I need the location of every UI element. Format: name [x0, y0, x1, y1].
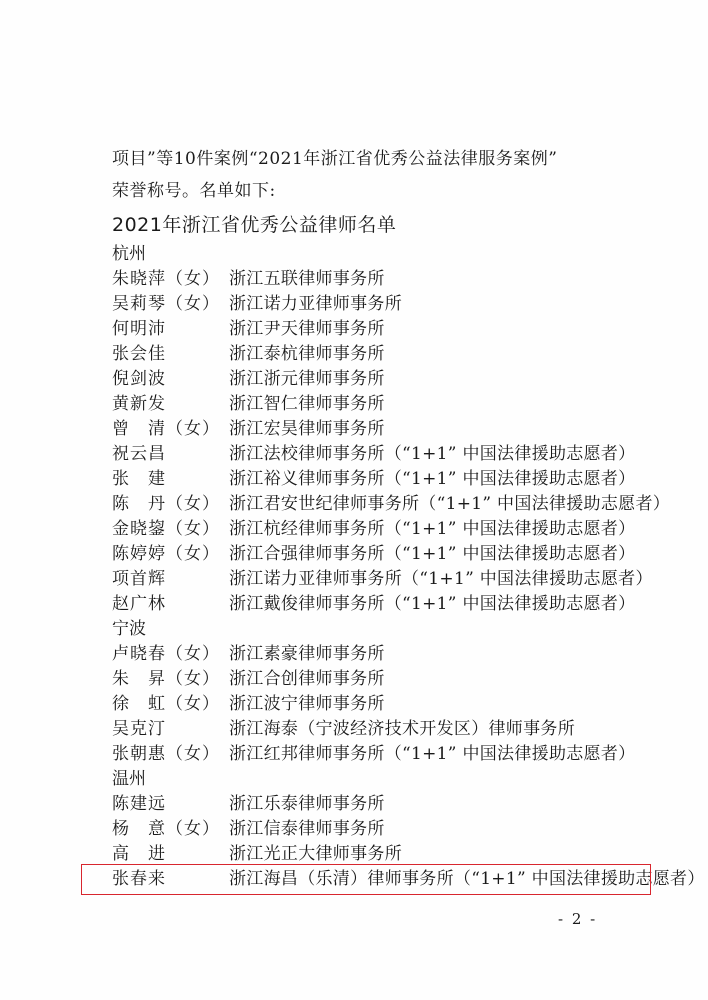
- lawyer-name: 倪剑波: [112, 369, 166, 389]
- law-firm-name: 浙江信泰律师事务所: [229, 819, 385, 839]
- law-firm-name: 浙江合强律师事务所（“1+1” 中国法律援助志愿者）: [229, 544, 636, 564]
- city-heading: 宁波: [112, 619, 146, 639]
- page-number: - 2 -: [558, 910, 598, 928]
- lawyer-entry: [112, 442, 672, 467]
- lawyer-name: 祝云昌: [112, 444, 166, 464]
- lawyer-entry: [112, 642, 672, 667]
- law-firm-name: 浙江尹天律师事务所: [229, 319, 385, 339]
- intro-text-line-1: 项目”等10件案例“2021年浙江省优秀公益法律服务案例”: [112, 149, 558, 169]
- law-firm-name: 浙江戴俊律师事务所（“1+1” 中国法律援助志愿者）: [229, 594, 636, 614]
- lawyer-name: 张朝惠（女）: [112, 744, 220, 764]
- lawyer-entry: [112, 392, 672, 417]
- law-firm-name: 浙江诺力亚律师事务所（“1+1” 中国法律援助志愿者）: [229, 569, 653, 589]
- lawyer-entry: [112, 842, 672, 867]
- lawyer-entry: [112, 717, 672, 742]
- lawyer-name: 吴克汀: [112, 719, 166, 739]
- lawyer-entry: [112, 417, 672, 442]
- lawyer-name: 陈建远: [112, 794, 166, 814]
- law-firm-name: 浙江海昌（乐清）律师事务所（“1+1” 中国法律援助志愿者）: [229, 869, 705, 889]
- law-firm-name: 浙江诺力亚律师事务所: [229, 294, 402, 314]
- law-firm-name: 浙江浙元律师事务所: [229, 369, 385, 389]
- law-firm-name: 浙江合创律师事务所: [229, 669, 385, 689]
- lawyer-entry: [112, 292, 672, 317]
- lawyer-name: 卢晓春（女）: [112, 644, 220, 664]
- lawyer-list: [112, 242, 705, 892]
- lawyer-name: 陈 丹（女）: [112, 494, 220, 514]
- lawyer-entry: [112, 592, 672, 617]
- lawyer-entry: [112, 267, 672, 292]
- lawyer-name: 曾 清（女）: [112, 419, 220, 439]
- lawyer-name: 陈婷婷（女）: [112, 544, 220, 564]
- lawyer-name: 项首辉: [112, 569, 166, 589]
- law-firm-name: 浙江五联律师事务所: [229, 269, 385, 289]
- lawyer-name: 何明沛: [112, 319, 166, 339]
- lawyer-name: 张会佳: [112, 344, 166, 364]
- lawyer-name: 张春来: [112, 869, 166, 889]
- lawyer-name: 徐 虹（女）: [112, 694, 220, 714]
- lawyer-name: 张 建: [112, 469, 166, 489]
- lawyer-entry: [112, 317, 672, 342]
- lawyer-name: 高 进: [112, 844, 166, 864]
- lawyer-entry: [112, 567, 672, 592]
- lawyer-name: 黄新发: [112, 394, 166, 414]
- law-firm-name: 浙江海泰（宁波经济技术开发区）律师事务所: [229, 719, 575, 739]
- city-heading: 温州: [112, 769, 146, 789]
- lawyer-entry: [112, 667, 672, 692]
- intro-text-line-2: 荣誉称号。名单如下:: [112, 181, 276, 201]
- lawyer-name: 金晓鋆（女）: [112, 519, 220, 539]
- law-firm-name: 浙江红邦律师事务所（“1+1” 中国法律援助志愿者）: [229, 744, 636, 764]
- lawyer-entry: [112, 342, 672, 367]
- lawyer-entry: [112, 542, 672, 567]
- lawyer-entry-highlighted: [112, 867, 705, 892]
- law-firm-name: 浙江杭经律师事务所（“1+1” 中国法律援助志愿者）: [229, 519, 636, 539]
- law-firm-name: 浙江素豪律师事务所: [229, 644, 385, 664]
- lawyer-name: 吴莉琴（女）: [112, 294, 220, 314]
- law-firm-name: 浙江裕义律师事务所（“1+1” 中国法律援助志愿者）: [229, 469, 636, 489]
- law-firm-name: 浙江智仁律师事务所: [229, 394, 385, 414]
- lawyer-name: 朱 昇（女）: [112, 669, 220, 689]
- law-firm-name: 浙江泰杭律师事务所: [229, 344, 385, 364]
- lawyer-entry: [112, 742, 672, 767]
- law-firm-name: 浙江光正大律师事务所: [229, 844, 402, 864]
- city-heading: 杭州: [112, 244, 146, 264]
- law-firm-name: 浙江乐泰律师事务所: [229, 794, 385, 814]
- lawyer-name: 赵广林: [112, 594, 166, 614]
- law-firm-name: 浙江宏昊律师事务所: [229, 419, 385, 439]
- lawyer-entry: [112, 492, 672, 517]
- list-title: 2021年浙江省优秀公益律师名单: [112, 214, 397, 236]
- lawyer-name: 朱晓萍（女）: [112, 269, 220, 289]
- lawyer-entry: [112, 692, 672, 717]
- lawyer-entry: [112, 367, 672, 392]
- lawyer-entry: [112, 517, 672, 542]
- law-firm-name: 浙江波宁律师事务所: [229, 694, 385, 714]
- lawyer-entry: [112, 467, 672, 492]
- law-firm-name: 浙江法校律师事务所（“1+1” 中国法律援助志愿者）: [229, 444, 636, 464]
- law-firm-name: 浙江君安世纪律师事务所（“1+1” 中国法律援助志愿者）: [229, 494, 671, 514]
- lawyer-entry: [112, 817, 672, 842]
- lawyer-entry: [112, 792, 672, 817]
- lawyer-name: 杨 意（女）: [112, 819, 220, 839]
